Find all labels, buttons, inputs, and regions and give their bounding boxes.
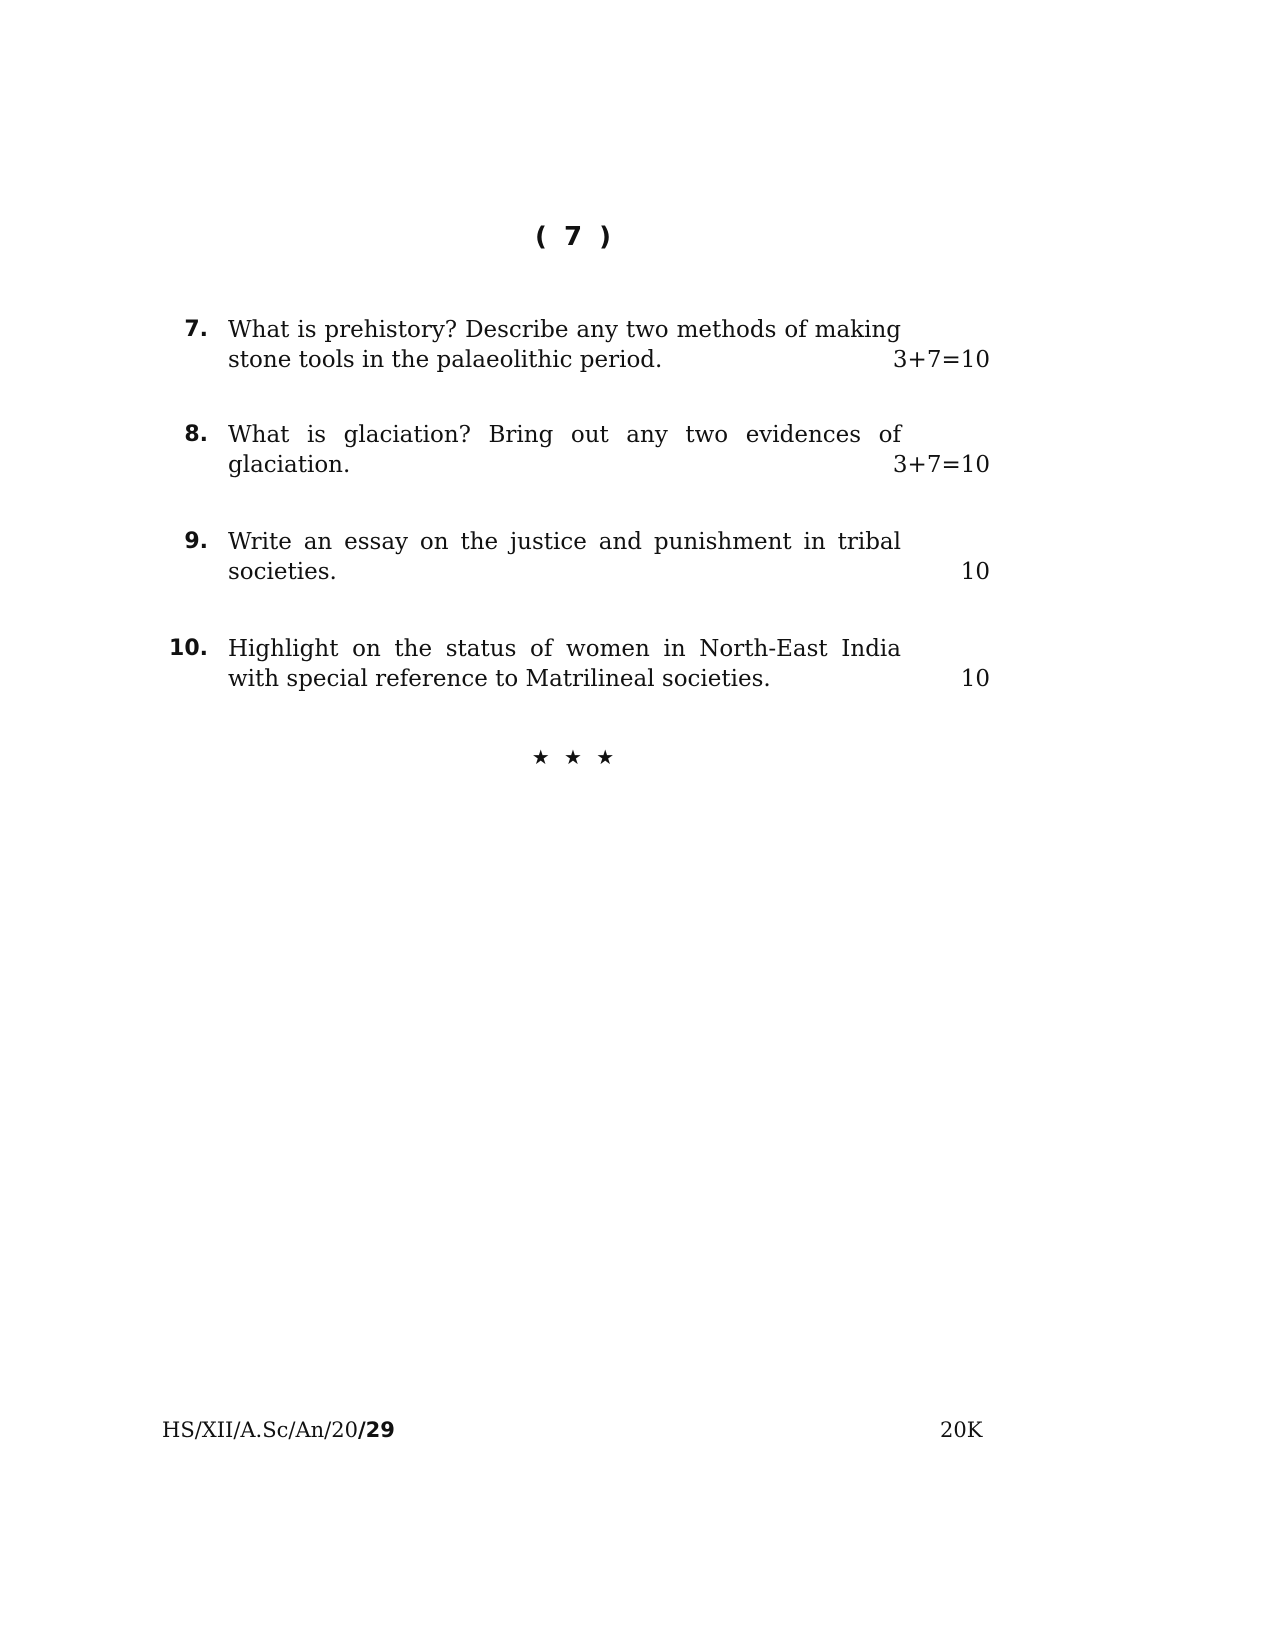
question-number: 10. <box>169 636 208 661</box>
question-text <box>228 315 901 375</box>
question-number: 7. <box>184 317 208 342</box>
question-text-line2: societies. <box>228 559 337 585</box>
question-text-line2: with special reference to Matrilineal societies. <box>228 666 771 692</box>
question-marks: 3+7=10 <box>892 347 990 373</box>
end-of-paper-stars: ★ ★ ★ <box>531 745 619 769</box>
question-text-line2: glaciation. <box>228 452 351 478</box>
question-marks: 10 <box>960 666 990 692</box>
question-text-line1: Write an essay on the justice and punishment in tribal <box>228 529 901 555</box>
paper-code <box>162 1418 395 1442</box>
question-number: 9. <box>184 529 208 554</box>
question-marks: 10 <box>960 559 990 585</box>
paper-code-suffix: /29 <box>357 1418 395 1442</box>
page-number: ( 7 ) <box>535 222 615 252</box>
question-text <box>228 634 901 694</box>
print-copies: 20K <box>940 1418 983 1442</box>
question-marks: 3+7=10 <box>892 452 990 478</box>
paper-code-prefix: HS/XII/A.Sc/An/20 <box>162 1418 358 1442</box>
question-text <box>228 420 901 480</box>
question-text-line1: Highlight on the status of women in North-East India <box>228 636 901 662</box>
question-text-line1: What is glaciation? Bring out any two evidences of <box>228 422 901 448</box>
question-number: 8. <box>184 422 208 447</box>
question-text-line1: What is prehistory? Describe any two methods of making <box>228 317 901 343</box>
question-text <box>228 527 901 587</box>
question-text-line2: stone tools in the palaeolithic period. <box>228 347 663 373</box>
